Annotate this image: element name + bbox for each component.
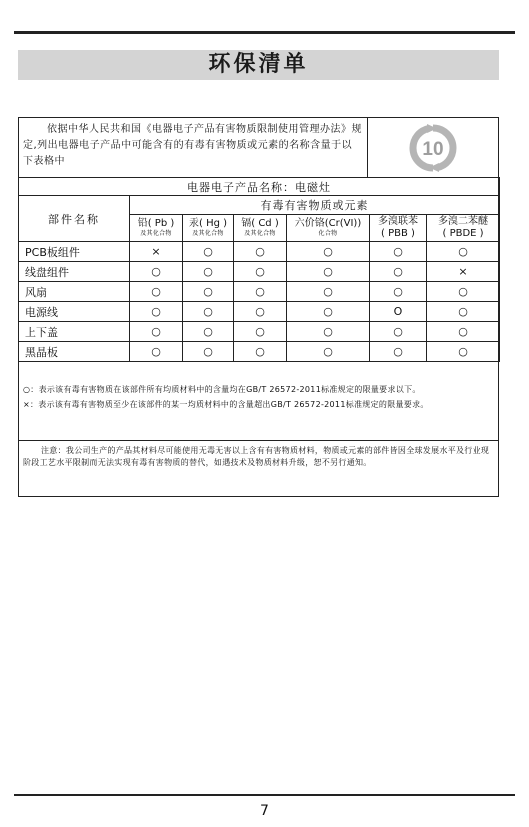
part-name-header: 部件名称 — [19, 196, 130, 242]
table-row: PCB板组件 × ○ ○ ○ ○ ○ — [19, 242, 500, 262]
environmental-protection-use-period-10-icon — [404, 124, 462, 172]
table-row: 线盘组件 ○ ○ ○ ○ ○ × — [19, 262, 500, 282]
circle-note: ○：表示该有毒有害物质在该部件所有均质材料中的含量均在GB/T 26572-2011标准规定的限量要求以下。 — [23, 385, 421, 394]
table-row: 上下盖 ○ ○ ○ ○ ○ ○ — [19, 322, 500, 342]
top-rule — [14, 31, 515, 34]
substance-header: 六价铬(Cr(VI)) 化合物 — [287, 215, 370, 242]
substance-header: 多溴二苯醚 ( PBDE ) — [427, 215, 500, 242]
table-row: 黑晶板 ○ ○ ○ ○ ○ ○ — [19, 342, 500, 362]
substance-header: 多溴联苯 ( PBB ) — [370, 215, 427, 242]
table-row: 风扇 ○ ○ ○ ○ ○ ○ — [19, 282, 500, 302]
intro-text-cell — [19, 118, 368, 178]
product-name: 电器电子产品名称：电磁灶 — [19, 178, 500, 196]
legend-notes — [19, 378, 498, 441]
page-number: 7 — [260, 803, 269, 819]
substance-header: 镉( Cd ) 及其化合物 — [234, 215, 287, 242]
bottom-rule — [14, 794, 515, 796]
hazardous-substance-table — [18, 177, 500, 362]
hazard-header: 有毒有害物质或元素 — [130, 196, 500, 215]
substance-header: 铅( Pb ) 及其化合物 — [130, 215, 183, 242]
intro-text: 依据中华人民共和国《电器电子产品有害物质限制使用管理办法》规定,列出电器电子产品中可能含有的有毒有害物质或元素的名称含量于以 下表格中 — [23, 124, 362, 167]
caution-note-cell — [19, 441, 498, 496]
hazardous-substance-box — [18, 117, 499, 497]
substance-header: 汞( Hg ) 及其化合物 — [183, 215, 234, 242]
table-row: 电源线 ○ ○ ○ ○ O ○ — [19, 302, 500, 322]
logo-cell — [368, 118, 498, 178]
caution-note: 注意：我公司生产的产品其材料尽可能使用无毒无害以上含有有害物质材料，物质或元素的部件皆因全球发展水平及行业现阶段工艺水平限制而无法实现有毒有害物质的替代，如遇技术及物质材料升级，恕不另行通知。 — [23, 446, 490, 467]
page-title: 环保清单 — [18, 50, 499, 80]
logo-number: 10 — [422, 139, 444, 160]
cross-note: ×：表示该有毒有害物质至少在该部件的某一均质材料中的含量超出GB/T 26572-2011标准规定的限量要求。 — [23, 400, 429, 409]
